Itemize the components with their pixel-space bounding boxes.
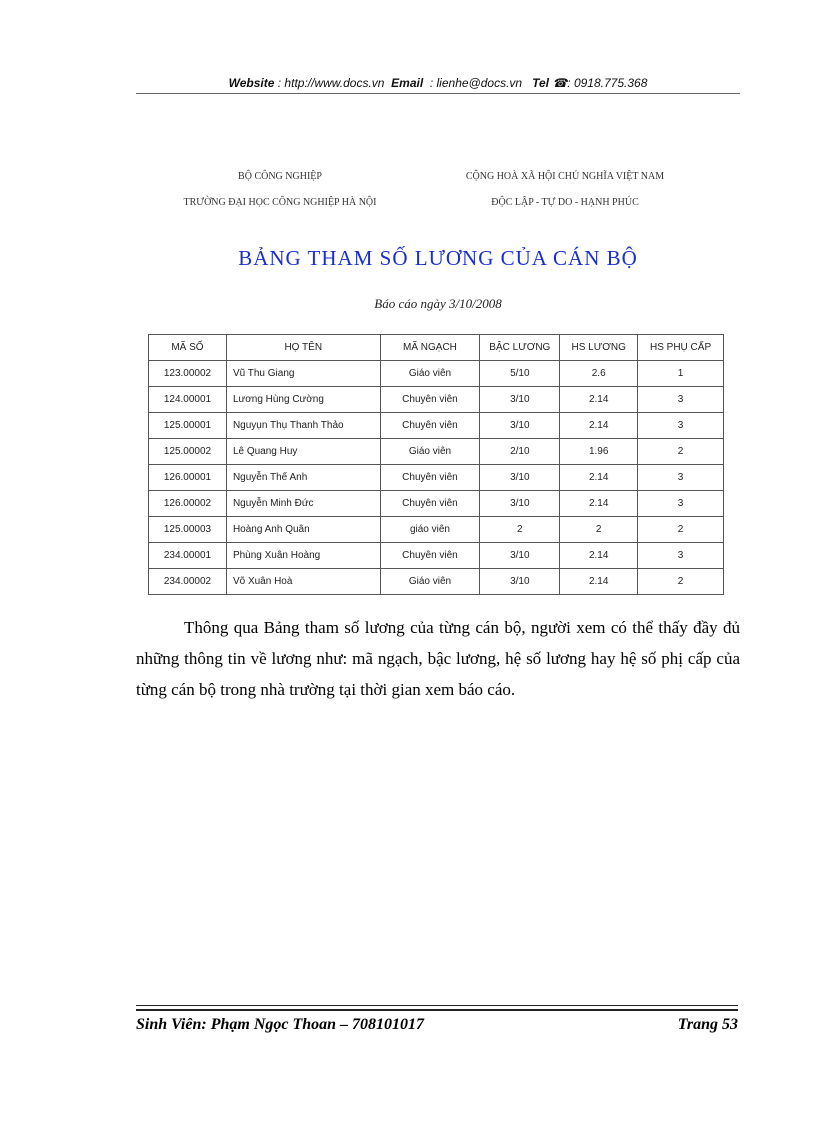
grade-code-cell: Giáo viên [380,439,480,465]
school-name: TRƯỜNG ĐẠI HỌC CÔNG NGHIỆP HÀ NỘI [183,197,377,208]
table-header-row [149,335,724,361]
full-name-cell: Nguyễn Thế Anh [226,465,380,491]
salary-coefficient-cell: 2.14 [560,543,638,569]
table-row [149,543,724,569]
table-row [149,517,724,543]
full-name-cell: Vũ Thu Giang [226,361,380,387]
table-row [149,387,724,413]
grade-code-cell: Chuyên viên [380,413,480,439]
email-value: : lienhe@docs.vn [429,76,523,90]
body-paragraph [136,612,740,705]
table-row [149,361,724,387]
allowance-coefficient-cell: 3 [638,465,724,491]
paragraph-text: Thông qua Bảng tham số lương của từng cán bộ, người xem có thể thấy đầy đủ những thông tin về lương như: mã ngạch, bậc lương, hệ số lương hay hệ số phị cấp của từng cán bộ trong nhà trường tại thời gian xem báo cáo. [136,618,740,699]
salary-coefficient-cell: 2.14 [560,569,638,595]
employee-id-cell: 126.00002 [149,491,227,517]
grade-code-cell: Chuyên viên [380,491,480,517]
table-row [149,439,724,465]
full-name-cell: Nguyụn Thụ Thanh Thảo [226,413,380,439]
salary-coefficient-cell: 2.6 [560,361,638,387]
salary-coefficient-cell: 2.14 [560,387,638,413]
salary-step-cell: 3/10 [480,491,560,517]
motto-text: ĐỘC LẬP - TỰ DO - HẠNH PHÚC [491,197,639,208]
allowance-coefficient-cell: 1 [638,361,724,387]
salary-step-cell: 3/10 [480,543,560,569]
salary-step-cell: 3/10 [480,465,560,491]
full-name-cell: Nguyễn Minh Đức [226,491,380,517]
tel-label: Tel [532,76,549,90]
organization-block [150,164,410,216]
allowance-coefficient-cell: 3 [638,491,724,517]
website-value: : http://www.docs.vn [277,76,385,90]
employee-id-cell: 126.00001 [149,465,227,491]
employee-id-cell: 234.00002 [149,569,227,595]
table-row [149,465,724,491]
column-header: HỌ TÊN [226,335,380,361]
ministry-name: BỘ CÔNG NGHIỆP [238,171,322,182]
salary-step-cell: 3/10 [480,387,560,413]
grade-code-cell: Chuyên viên [380,465,480,491]
report-date: Báo cáo ngày 3/10/2008 [374,296,502,311]
salary-step-cell: 3/10 [480,413,560,439]
grade-code-cell: giáo viên [380,517,480,543]
salary-step-cell: 5/10 [480,361,560,387]
employee-id-cell: 123.00002 [149,361,227,387]
header-divider [136,93,740,94]
footer-divider-thick [136,1009,738,1011]
footer-divider [136,1005,738,1006]
report-title: BẢNG THAM SỐ LƯƠNG CỦA CÁN BỘ [238,246,638,270]
full-name-cell: Lương Hùng Cường [226,387,380,413]
grade-code-cell: Giáo viên [380,569,480,595]
full-name-cell: Lê Quang Huy [226,439,380,465]
salary-coefficient-cell: 2.14 [560,465,638,491]
salary-step-cell: 3/10 [480,569,560,595]
allowance-coefficient-cell: 2 [638,517,724,543]
column-header: HS PHỤ CẤP [638,335,724,361]
student-info: Sinh Viên: Phạm Ngọc Thoan – 708101017 [136,1016,425,1033]
column-header: MÃ NGẠCH [380,335,480,361]
full-name-cell: Hoàng Anh Quân [226,517,380,543]
employee-id-cell: 125.00003 [149,517,227,543]
grade-code-cell: Giáo viên [380,361,480,387]
salary-coefficient-cell: 2 [560,517,638,543]
allowance-coefficient-cell: 2 [638,569,724,595]
table-row [149,491,724,517]
website-label: Website [228,76,275,90]
grade-code-cell: Chuyên viên [380,543,480,569]
page-number: Trang 53 [677,1016,738,1033]
full-name-cell: Phùng Xuân Hoàng [226,543,380,569]
allowance-coefficient-cell: 3 [638,387,724,413]
employee-id-cell: 125.00001 [149,413,227,439]
email-label: Email [391,76,424,90]
employee-id-cell: 124.00001 [149,387,227,413]
full-name-cell: Võ Xuân Hoà [226,569,380,595]
grade-code-cell: Chuyên viên [380,387,480,413]
salary-step-cell: 2/10 [480,439,560,465]
allowance-coefficient-cell: 3 [638,543,724,569]
salary-coefficient-cell: 1.96 [560,439,638,465]
tel-value: ☎: 0918.775.368 [552,76,648,90]
column-header: MÃ SỐ [149,335,227,361]
allowance-coefficient-cell: 3 [638,413,724,439]
republic-name: CỘNG HOÀ XÃ HỘI CHỦ NGHĨA VIỆT NAM [465,171,665,182]
page-header [136,76,740,90]
employee-id-cell: 234.00001 [149,543,227,569]
table-row [149,569,724,595]
column-header: HS LƯƠNG [560,335,638,361]
national-motto-block [430,164,700,216]
table-row [149,413,724,439]
salary-coefficient-cell: 2.14 [560,413,638,439]
salary-parameter-table [148,334,724,595]
salary-step-cell: 2 [480,517,560,543]
salary-coefficient-cell: 2.14 [560,491,638,517]
allowance-coefficient-cell: 2 [638,439,724,465]
employee-id-cell: 125.00002 [149,439,227,465]
column-header: BẬC LƯƠNG [480,335,560,361]
